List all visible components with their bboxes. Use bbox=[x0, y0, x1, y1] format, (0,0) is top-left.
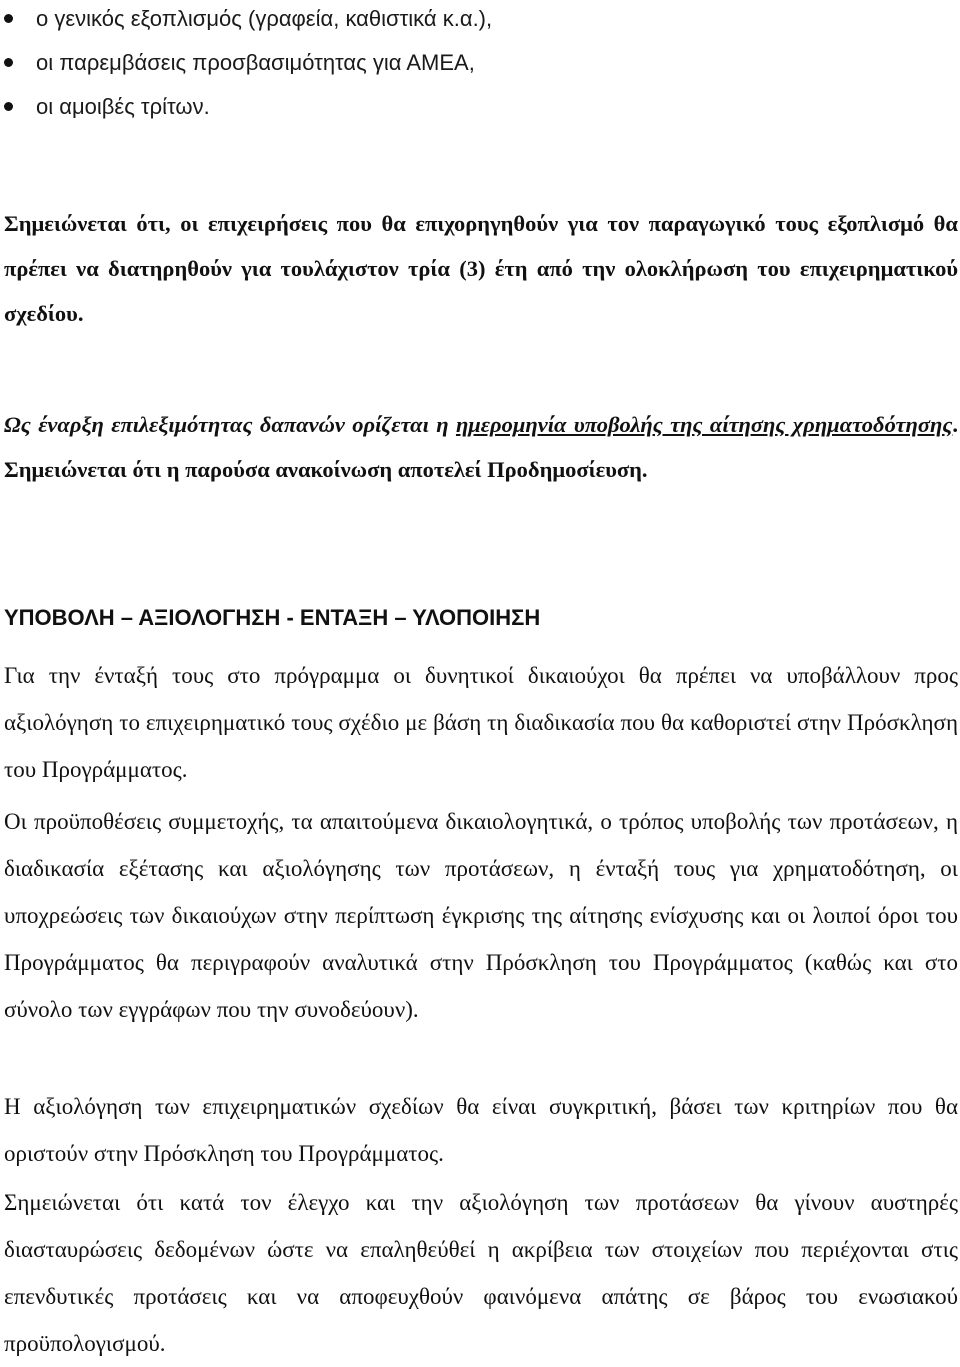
application-date-emphasis: ημερομηνία υποβολής της αίτησης χρηματοδότησης bbox=[455, 412, 953, 437]
bullet-item: οι παρεμβάσεις προσβασιμότητας για ΑΜΕΑ, bbox=[0, 44, 960, 88]
paragraph-submission: Για την ένταξή τους στο πρόγραμμα οι δυνητικοί δικαιούχοι θα πρέπει να υποβάλλουν προς αξιολόγηση το επιχειρηματικό τους σχέδιο με βάση τη διαδικασία που θα καθοριστεί στην Πρόσκληση του Προγράμματος. bbox=[4, 663, 958, 782]
bullet-dot-icon bbox=[4, 14, 13, 23]
eligibility-start-paragraph: Ως έναρξη επιλεξιμότητας δαπανών ορίζεται η ημερομηνία υποβολής της αίτησης χρηματοδότησης. Σημειώνεται ότι η παρούσα ανακοίνωση αποτελεί Προδημοσίευση. bbox=[4, 412, 958, 482]
paragraph-cross-checks: Σημειώνεται ότι κατά τον έλεγχο και την αξιολόγηση των προτάσεων θα γίνουν αυστηρές διασταυρώσεις δεδομένων ώστε να επαληθεύθεί η ακρίβεια των στοιχείων που περιέχονται στις επενδυτικές προτάσεις και να αποφευχθούν φαινόμενα απάτης σε βάρος του ενωσιακού προϋπολογισμού. bbox=[4, 1190, 958, 1356]
note-equipment-retention: Σημειώνεται ότι, οι επιχειρήσεις που θα επιχορηγηθούν για τον παραγωγικό τους εξοπλισμό θα πρέπει να διατηρηθούν για τουλάχιστον τρία (3) έτη από την ολοκλήρωση του επιχειρηματικού σχεδίου. bbox=[4, 211, 958, 326]
bullet-list bbox=[0, 0, 960, 132]
section-heading: ΥΠΟΒΟΛΗ – ΑΞΙΟΛΟΓΗΣΗ - ΕΝΤΑΞΗ – ΥΛΟΠΟΙΗΣΗ bbox=[4, 605, 541, 630]
bullet-item: οι αμοιβές τρίτων. bbox=[0, 88, 960, 132]
paragraph-evaluation: Η αξιολόγηση των επιχειρηματικών σχεδίων θα είναι συγκριτική, βάσει των κριτηρίων που θα οριστούν στην Πρόσκληση του Προγράμματος. bbox=[4, 1094, 958, 1166]
bullet-dot-icon bbox=[4, 58, 13, 67]
bullet-item: ο γενικός εξοπλισμός (γραφεία, καθιστικά κ.α.), bbox=[0, 0, 960, 44]
paragraph-conditions: Οι προϋποθέσεις συμμετοχής, τα απαιτούμενα δικαιολογητικά, ο τρόπος υποβολής των προτάσεων, η διαδικασία εξέτασης και αξιολόγησης των προτάσεων, η ένταξή τους για χρηματοδότηση, οι υποχρεώσεις των δικαιούχων στην περίπτωση έγκρισης της αίτησης ενίσχυσης και οι λοιποί όροι του Προγράμματος θα περιγραφούν αναλυτικά στην Πρόσκληση του Προγράμματος (καθώς και στο σύνολο των εγγράφων που την συνοδεύουν). bbox=[4, 809, 958, 1022]
bullet-dot-icon bbox=[4, 102, 13, 111]
